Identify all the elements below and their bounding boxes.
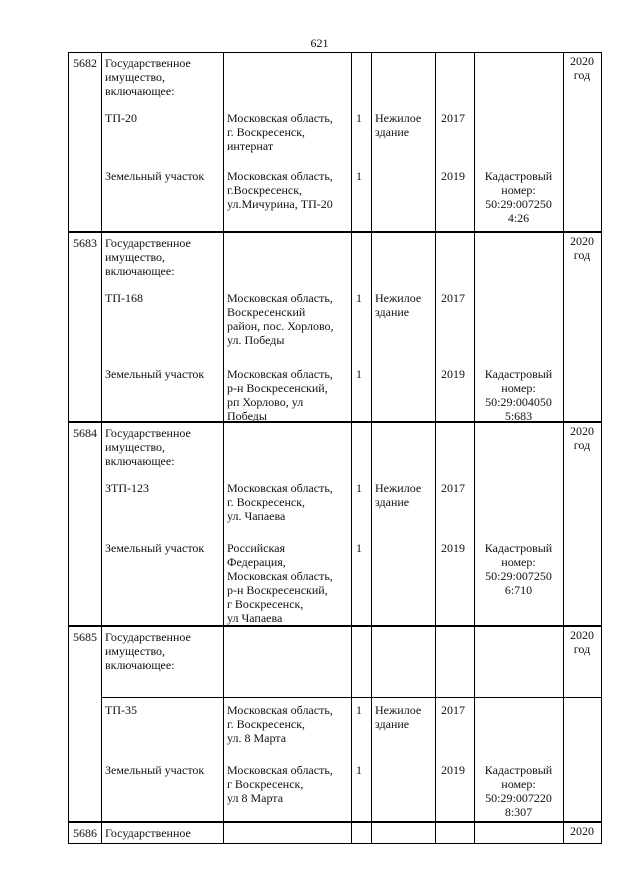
item-year: 2017 (441, 703, 465, 717)
record-description (105, 56, 191, 98)
cadastral-number-line: 50:29:007250 (485, 197, 552, 211)
item-quantity: 1 (356, 763, 362, 777)
item-year: 2019 (441, 541, 465, 555)
item-year: 2019 (441, 169, 465, 183)
record-description-line: имущество, (105, 440, 166, 454)
item-address-line: Московская область, (227, 111, 333, 125)
item-type (375, 481, 421, 509)
item-address-line: Московская область, (227, 367, 333, 381)
item-address-line: ул Чапаева (227, 611, 283, 625)
column-divider (223, 423, 224, 625)
record-description-line: имущество, (105, 70, 166, 84)
cadastral-number-line: номер: (501, 555, 536, 569)
item-address (227, 481, 333, 523)
item-name: ТП-168 (105, 291, 143, 305)
item-quantity: 1 (356, 169, 362, 183)
record-number: 5685 (73, 630, 97, 644)
record-description-line: Государственное (105, 426, 191, 440)
cadastral-number-line: Кадастровый (484, 763, 553, 777)
cadastral-number (474, 541, 563, 597)
item-address (227, 763, 333, 805)
column-divider (435, 233, 436, 421)
item-address (227, 111, 333, 153)
item-type (375, 291, 421, 319)
cadastral-number-line: Кадастровый (484, 541, 553, 555)
column-divider (371, 423, 372, 625)
item-address-line: ул 8 Марта (227, 791, 284, 805)
cadastral-number (474, 763, 563, 819)
item-name: Земельный участок (105, 541, 205, 555)
item-address-line: рп Хорлово, ул (227, 395, 304, 409)
record-year: 2020 (570, 424, 594, 438)
item-address-line: интернат (227, 139, 274, 153)
item-address (227, 541, 333, 625)
item-address-line: Московская область, (227, 291, 333, 305)
record-description-line: включающее: (105, 454, 175, 468)
item-year: 2017 (441, 291, 465, 305)
record-year-suffix: год (573, 68, 591, 82)
cadastral-number-line: 6:710 (504, 583, 533, 597)
item-address-line: ул. 8 Марта (227, 731, 287, 745)
page-number: 621 (310, 36, 329, 50)
item-name: Земельный участок (105, 367, 205, 381)
item-address (227, 367, 333, 423)
record-description-line: имущество, (105, 250, 166, 264)
item-address-line: ул.Мичурина, ТП-20 (227, 197, 333, 211)
column-divider (223, 823, 224, 843)
column-divider (435, 823, 436, 843)
record-5684 (68, 422, 602, 626)
record-number: 5683 (73, 236, 97, 250)
column-divider (223, 53, 224, 231)
item-quantity: 1 (356, 481, 362, 495)
item-type-line: здание (375, 717, 410, 731)
column-divider (351, 423, 352, 625)
record-year: 2020 (570, 824, 594, 838)
cadastral-number (474, 169, 563, 225)
column-divider (435, 423, 436, 625)
item-address-line: Воскресенский (227, 305, 306, 319)
cadastral-number-line: номер: (501, 183, 536, 197)
item-address-line: Федерация, (227, 555, 286, 569)
item-address-line: Московская область, (227, 703, 333, 717)
record-description (105, 630, 191, 672)
record-5682 (68, 52, 602, 232)
column-divider (101, 233, 102, 421)
column-divider (435, 53, 436, 231)
record-year-suffix: год (573, 248, 591, 262)
item-year: 2019 (441, 763, 465, 777)
column-divider (371, 627, 372, 821)
cadastral-number-line: 50:29:004050 (485, 395, 552, 409)
column-divider (435, 627, 436, 821)
item-address-line: Московская область, (227, 169, 333, 183)
item-type-line: здание (375, 125, 410, 139)
cadastral-number-line: Кадастровый (484, 169, 553, 183)
record-description-line: включающее: (105, 84, 175, 98)
cadastral-number-line: 50:29:007250 (485, 569, 552, 583)
record-5686 (68, 822, 602, 844)
item-year: 2017 (441, 111, 465, 125)
record-5685 (68, 626, 602, 822)
column-divider (223, 627, 224, 821)
item-address-line: ул. Победы (227, 333, 285, 347)
item-name: ЗТП-123 (105, 481, 150, 495)
item-type-line: Нежилое (375, 111, 422, 125)
item-type-line: Нежилое (375, 291, 422, 305)
column-divider (101, 53, 102, 231)
column-divider (371, 53, 372, 231)
cadastral-number-line: 50:29:007220 (485, 791, 552, 805)
column-divider (351, 233, 352, 421)
column-divider (223, 233, 224, 421)
record-description (105, 426, 191, 468)
column-divider (351, 627, 352, 821)
item-address-line: ул. Чапаева (227, 509, 286, 523)
item-address-line: г Воскресенск, (227, 597, 304, 611)
item-address (227, 291, 334, 347)
record-description-line: включающее: (105, 658, 175, 672)
column-divider (351, 53, 352, 231)
record-year: 2020 (570, 628, 594, 642)
cadastral-number-line: Кадастровый (484, 367, 553, 381)
cadastral-number-line: 8:307 (504, 805, 533, 819)
item-type (375, 111, 421, 139)
record-number: 5684 (73, 426, 97, 440)
item-quantity: 1 (356, 367, 362, 381)
record-5683 (68, 232, 602, 422)
row-divider (101, 697, 601, 698)
item-address-line: р-н Воскресенский, (227, 583, 328, 597)
item-address-line: Победы (227, 409, 267, 423)
item-address (227, 169, 333, 211)
item-type-line: здание (375, 305, 410, 319)
item-address-line: г Воскресенск, (227, 777, 304, 791)
record-description-line: включающее: (105, 264, 175, 278)
record-description-line: Государственное (105, 56, 191, 70)
item-type-line: Нежилое (375, 703, 422, 717)
item-quantity: 1 (356, 111, 362, 125)
item-name: Земельный участок (105, 169, 205, 183)
column-divider (371, 233, 372, 421)
record-description-line: Государственное (105, 826, 191, 840)
item-address-line: г. Воскресенск, (227, 717, 306, 731)
cadastral-number-line: 5:683 (504, 409, 533, 423)
item-type (375, 703, 421, 731)
item-address-line: Московская область, (227, 481, 333, 495)
record-description-line: имущество, (105, 644, 166, 658)
record-year-suffix: год (573, 438, 591, 452)
cadastral-number (474, 367, 563, 423)
item-address-line: г.Воскресенск, (227, 183, 303, 197)
column-divider (101, 423, 102, 625)
column-divider (371, 823, 372, 843)
column-divider (563, 423, 564, 625)
item-quantity: 1 (356, 291, 362, 305)
item-address-line: г. Воскресенск, (227, 495, 306, 509)
item-address-line: район, пос. Хорлово, (227, 319, 334, 333)
item-name: ТП-20 (105, 111, 137, 125)
record-description-line: Государственное (105, 630, 191, 644)
column-divider (474, 823, 475, 843)
item-address-line: Российская (227, 541, 285, 555)
cadastral-number-line: номер: (501, 777, 536, 791)
item-type-line: здание (375, 495, 410, 509)
column-divider (563, 627, 564, 821)
cadastral-number-line: 4:26 (507, 211, 530, 225)
record-description-line: Государственное (105, 236, 191, 250)
item-address-line: Московская область, (227, 569, 333, 583)
record-description (105, 236, 191, 278)
item-address-line: р-н Воскресенский, (227, 381, 328, 395)
record-number: 5686 (73, 826, 97, 840)
record-number: 5682 (73, 56, 97, 70)
item-year: 2019 (441, 367, 465, 381)
column-divider (101, 627, 102, 821)
item-name: ТП-35 (105, 703, 137, 717)
cadastral-number-line: номер: (501, 381, 536, 395)
column-divider (101, 823, 102, 843)
item-type-line: Нежилое (375, 481, 422, 495)
item-quantity: 1 (356, 541, 362, 555)
item-address-line: Московская область, (227, 763, 333, 777)
item-address-line: г. Воскресенск, (227, 125, 306, 139)
record-year: 2020 (570, 54, 594, 68)
column-divider (351, 823, 352, 843)
item-name: Земельный участок (105, 763, 205, 777)
record-year: 2020 (570, 234, 594, 248)
record-year-suffix: год (573, 642, 591, 656)
item-address (227, 703, 333, 745)
item-year: 2017 (441, 481, 465, 495)
item-quantity: 1 (356, 703, 362, 717)
record-description (105, 826, 191, 840)
